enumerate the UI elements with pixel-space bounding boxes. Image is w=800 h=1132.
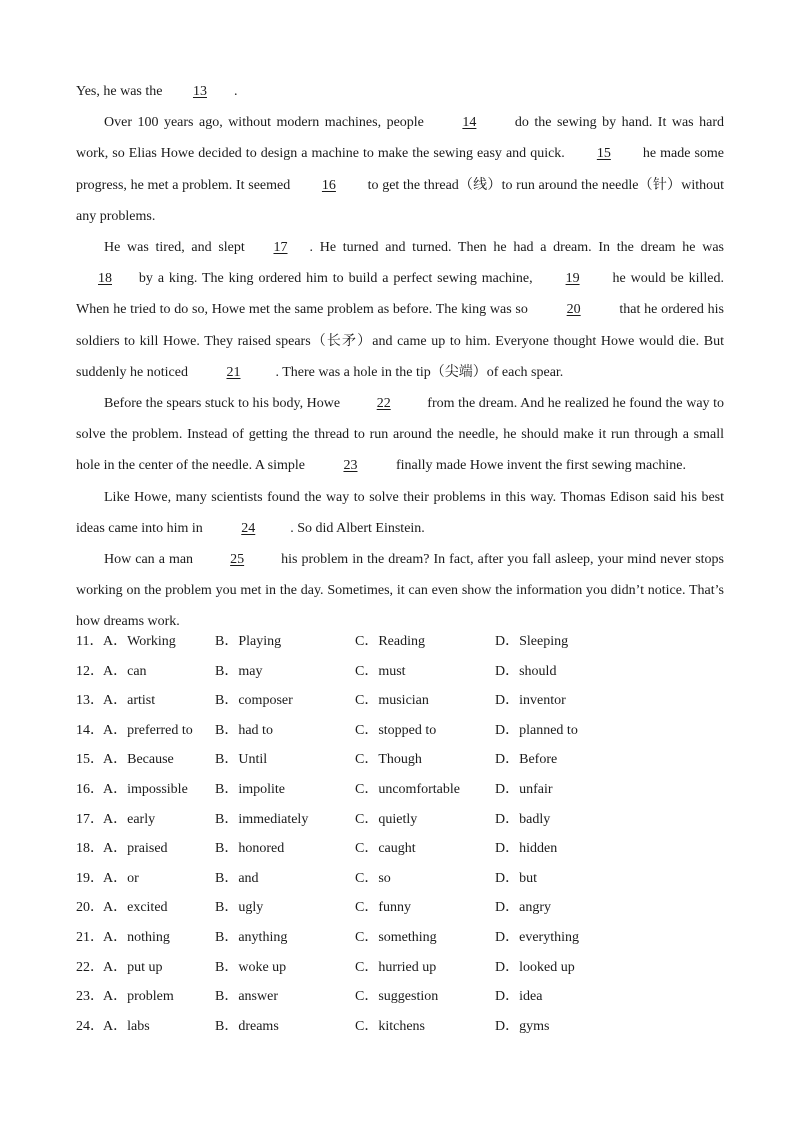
option-a: A．or bbox=[103, 870, 139, 886]
question-list bbox=[76, 627, 724, 1041]
blank-14: 14 bbox=[462, 115, 477, 131]
question-row bbox=[76, 1012, 724, 1042]
option-b: B．had to bbox=[215, 722, 273, 738]
option-b: B．ugly bbox=[215, 900, 264, 916]
passage-line-0: Yes, he was the 13 . bbox=[76, 76, 724, 107]
question-row bbox=[76, 893, 724, 923]
option-d: D．unfair bbox=[495, 781, 553, 797]
option-c: C．uncomfortable bbox=[355, 781, 460, 797]
question-row bbox=[76, 982, 724, 1012]
passage-paragraph-3: Before the spears stuck to his body, Howe 22 from the dream. And he realized he found the way to solve the problem. Instead of getting the thread to run around the needle, he should make it run through a small hole in the center of the needle. A simple 23 finally made Howe invent the first sewing machine. bbox=[76, 388, 724, 482]
blank-21: 21 bbox=[226, 364, 241, 380]
option-a: A．impossible bbox=[103, 781, 188, 797]
option-c: C．Reading bbox=[355, 634, 425, 649]
option-d: D．everything bbox=[495, 929, 579, 945]
question-number: 14． bbox=[76, 722, 104, 738]
option-a: A．Because bbox=[103, 752, 174, 768]
option-a: A．praised bbox=[103, 841, 168, 857]
question-number: 15． bbox=[76, 752, 104, 768]
question-row bbox=[76, 627, 724, 657]
question-number: 11． bbox=[76, 634, 104, 649]
passage-paragraph-1: Over 100 years ago, without modern machines, people 14 do the sewing by hand. It was hard work, so Elias Howe decided to design a machine to make the sewing easy and quick. 15 he made some progress, he met a problem. It seemed 16 to get the thread（线）to run around the needle（针）without any problems. bbox=[76, 107, 724, 232]
question-row bbox=[76, 686, 724, 716]
option-b: B．Playing bbox=[215, 634, 282, 649]
question-row bbox=[76, 716, 724, 746]
blank-15: 15 bbox=[596, 146, 611, 162]
option-c: C．suggestion bbox=[355, 989, 439, 1005]
option-d: D．but bbox=[495, 870, 537, 886]
option-a: A．excited bbox=[103, 900, 168, 916]
option-b: B．honored bbox=[215, 841, 285, 857]
option-c: C．something bbox=[355, 929, 437, 945]
option-d: D．badly bbox=[495, 811, 551, 827]
blank-17: 17 bbox=[273, 240, 288, 256]
option-c: C．kitchens bbox=[355, 1018, 425, 1034]
option-c: C．Though bbox=[355, 752, 422, 768]
blank-16: 16 bbox=[321, 177, 336, 193]
option-d: D．looked up bbox=[495, 959, 575, 975]
option-b: B．composer bbox=[215, 693, 293, 709]
option-b: B．immediately bbox=[215, 811, 309, 827]
option-d: D．gyms bbox=[495, 1018, 550, 1034]
question-row bbox=[76, 953, 724, 983]
question-number: 16． bbox=[76, 781, 104, 797]
blank-22: 22 bbox=[376, 396, 391, 412]
question-row bbox=[76, 657, 724, 687]
option-b: B．answer bbox=[215, 989, 278, 1005]
option-c: C．caught bbox=[355, 841, 416, 857]
option-c: C．musician bbox=[355, 693, 429, 709]
option-c: C．stopped to bbox=[355, 722, 437, 738]
option-b: B．impolite bbox=[215, 781, 285, 797]
option-b: B．anything bbox=[215, 929, 288, 945]
option-c: C．funny bbox=[355, 900, 411, 916]
question-number: 23． bbox=[76, 989, 104, 1005]
question-row bbox=[76, 805, 724, 835]
passage-paragraph-4: Like Howe, many scientists found the way to solve their problems in this way. Thomas Edison said his best ideas came into him in 24 . So did Albert Einstein. bbox=[76, 482, 724, 544]
blank-13: 13 bbox=[192, 84, 207, 99]
option-b: B．and bbox=[215, 870, 259, 886]
option-a: A．artist bbox=[103, 693, 156, 709]
question-row bbox=[76, 775, 724, 805]
option-d: D．should bbox=[495, 663, 557, 679]
option-c: C．so bbox=[355, 870, 391, 886]
blank-18: 18 bbox=[98, 271, 112, 287]
option-b: B．Until bbox=[215, 752, 268, 768]
question-number: 21． bbox=[76, 929, 104, 945]
option-a: A．preferred to bbox=[103, 722, 193, 738]
passage-paragraph-5: How can a man 25 his problem in the dream? In fact, after you fall asleep, your mind never stops working on the problem you met in the day. Sometimes, it can even show the information you didn’t notice. That’s how dreams work. bbox=[76, 544, 724, 638]
question-number: 24． bbox=[76, 1018, 104, 1034]
question-row bbox=[76, 834, 724, 864]
question-number: 20． bbox=[76, 900, 104, 916]
question-number: 17． bbox=[76, 811, 104, 827]
question-number: 12． bbox=[76, 663, 104, 679]
option-a: A．nothing bbox=[103, 929, 170, 945]
option-a: A．labs bbox=[103, 1018, 150, 1034]
option-a: A．can bbox=[103, 663, 147, 679]
option-a: A．early bbox=[103, 811, 156, 827]
option-b: B．dreams bbox=[215, 1018, 279, 1034]
blank-20: 20 bbox=[566, 302, 581, 318]
question-row bbox=[76, 745, 724, 775]
passage-paragraph-2: He was tired, and slept 17 . He turned and turned. Then he had a dream. In the dream he was 18 by a king. The king ordered him to build a perfect sewing machine, 19 he would be killed. When he tried to do so, Howe met the same problem as before. The king was so 20 that he ordered his soldiers to kill Howe. They raised spears（长矛）and came up to him. Everyone thought Howe would die. But suddenly he noticed 21 . There was a hole in the tip（尖端）of each spear. bbox=[76, 232, 724, 388]
question-number: 22． bbox=[76, 959, 104, 975]
option-d: D．inventor bbox=[495, 693, 566, 709]
option-d: D．Sleeping bbox=[495, 634, 569, 649]
option-c: C．hurried up bbox=[355, 959, 437, 975]
option-c: C．quietly bbox=[355, 811, 418, 827]
option-a: A．put up bbox=[103, 959, 163, 975]
question-row bbox=[76, 923, 724, 953]
blank-19: 19 bbox=[565, 271, 580, 287]
option-d: D．angry bbox=[495, 900, 551, 916]
blank-24: 24 bbox=[241, 520, 256, 536]
question-number: 13． bbox=[76, 693, 104, 709]
cloze-passage bbox=[76, 76, 724, 638]
option-d: D．Before bbox=[495, 752, 558, 768]
question-number: 18． bbox=[76, 841, 104, 857]
option-b: B．may bbox=[215, 663, 263, 679]
option-b: B．woke up bbox=[215, 959, 287, 975]
blank-25: 25 bbox=[230, 552, 245, 568]
option-a: A．Working bbox=[103, 634, 176, 649]
option-a: A．problem bbox=[103, 989, 174, 1005]
option-c: C．must bbox=[355, 663, 406, 679]
question-number: 19． bbox=[76, 870, 104, 886]
option-d: D．idea bbox=[495, 989, 543, 1005]
question-row bbox=[76, 864, 724, 894]
option-d: D．hidden bbox=[495, 841, 558, 857]
blank-23: 23 bbox=[343, 458, 358, 474]
option-d: D．planned to bbox=[495, 722, 578, 738]
